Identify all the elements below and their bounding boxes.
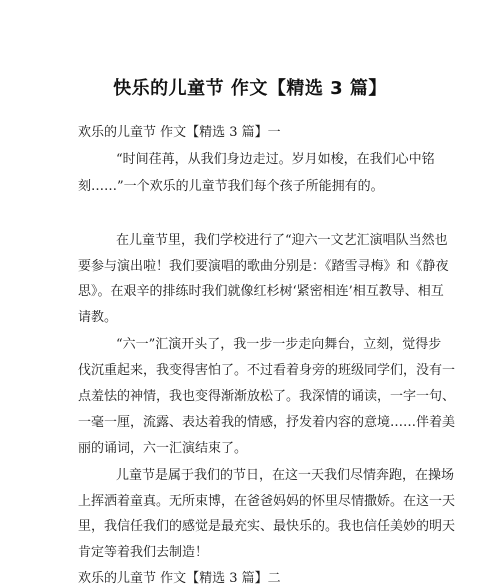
paragraph-line: 点羞怯的神情，我也变得渐渐放松了。我深情的诵读，一字一句、 (78, 389, 456, 404)
document-title: 快乐的儿童节 作文【精选 3 篇】 (113, 78, 387, 99)
paragraph-line: 思》。在艰辛的排练时我们就像红杉树‘紧密相连’相互教导、相互 (78, 284, 444, 299)
paragraph-line: “六一”汇演开头了，我一步一步走向舞台，立刻，觉得步 (116, 337, 442, 352)
paragraph-line: 上挥洒着童真。无所束博，在爸爸妈妈的怀里尽情撒娇。在这一天 (78, 494, 456, 509)
paragraph-line: 丽的诵词，六一汇演结束了。 (78, 441, 248, 456)
paragraph-line: 刻……”一个欢乐的儿童节我们每个孩子所能拥有的。 (78, 179, 384, 194)
paragraph-line: 里，我信任我们的感觉是最充实、最快乐的。我也信任美妙的明天 (78, 519, 456, 534)
paragraph-line: 肯定等着我们去制造！ (78, 545, 209, 560)
paragraph-line: 儿童节是属于我们的节日，在这一天我们尽情奔跑，在操场 (116, 468, 455, 483)
paragraph-line: 在儿童节里，我们学校进行了“迎六一文艺汇演唱队当然也 (116, 233, 448, 248)
paragraph-line: “时间荏苒，从我们身边走过。岁月如梭，在我们心中铭 (116, 152, 435, 167)
paragraph-line: 要参与演出啦！我们要演唱的歌曲分别是：《踏雪寻梅》和《静夜 (78, 259, 449, 274)
section-heading: 欢乐的儿童节 作文【精选 3 篇】一 (78, 125, 281, 140)
section-heading: 欢乐的儿童节 作文【精选 3 篇】二 (78, 571, 281, 586)
paragraph-line: 一毫一厘，流露、表达着我的情感，抒发着内容的意境……伴着美 (78, 415, 456, 430)
paragraph-line: 请教。 (78, 310, 118, 325)
paragraph-line: 伐沉重起来，我变得害怕了。不过看着身旁的班级同学们，没有一 (78, 363, 456, 378)
